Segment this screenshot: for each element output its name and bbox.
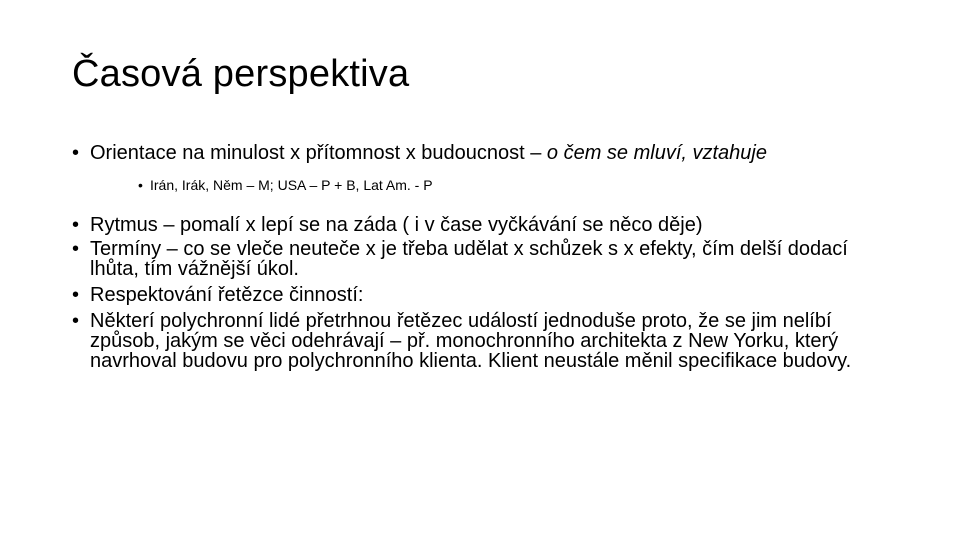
sub-bullet-text: Irán, Irák, Něm – M; USA – P + B, Lat Am. - P xyxy=(150,177,433,193)
bullet-text: Orientace na minulost x přítomnost x budoucnost – xyxy=(90,142,547,164)
bullet-marker: • xyxy=(72,310,80,332)
bullet-marker: • xyxy=(138,177,143,193)
slide-title: Časová perspektiva xyxy=(72,53,410,95)
bullet-time-orientation xyxy=(72,143,902,163)
bullet-text: Rytmus – pomalí x lepí se na záda ( i v čase vyčkávání se něco děje) xyxy=(90,214,703,236)
bullet-deadlines xyxy=(72,239,902,279)
slide-body xyxy=(72,143,902,375)
bullet-marker: • xyxy=(72,238,80,260)
bullet-text: Respektování řetězce činností: xyxy=(90,284,364,306)
bullet-polychronic-example xyxy=(72,311,902,371)
bullet-marker: • xyxy=(72,142,80,164)
bullet-marker: • xyxy=(72,284,80,306)
bullet-rhythm xyxy=(72,215,902,235)
bullet-emphasis: o čem se mluví, vztahuje xyxy=(546,142,767,164)
bullet-text: Termíny – co se vleče neuteče x je třeba udělat x schůzek s x efekty, čím delší dodací lhůta, tím vážnější úkol. xyxy=(90,238,848,280)
bullet-group xyxy=(72,215,902,371)
sub-bullet-countries xyxy=(72,177,902,193)
bullet-marker: • xyxy=(72,214,80,236)
bullet-chain-of-activities xyxy=(72,285,902,305)
bullet-text: Některí polychronní lidé přetrhnou řetězec událostí jednoduše proto, že se jim nelíbí způsob, jakým se věci odehrávají – př. monochronního architekta z New Yorku, který navrhoval budovu pro polychronního klienta. Klient neustále měnil specifikace budovy. xyxy=(90,310,852,372)
